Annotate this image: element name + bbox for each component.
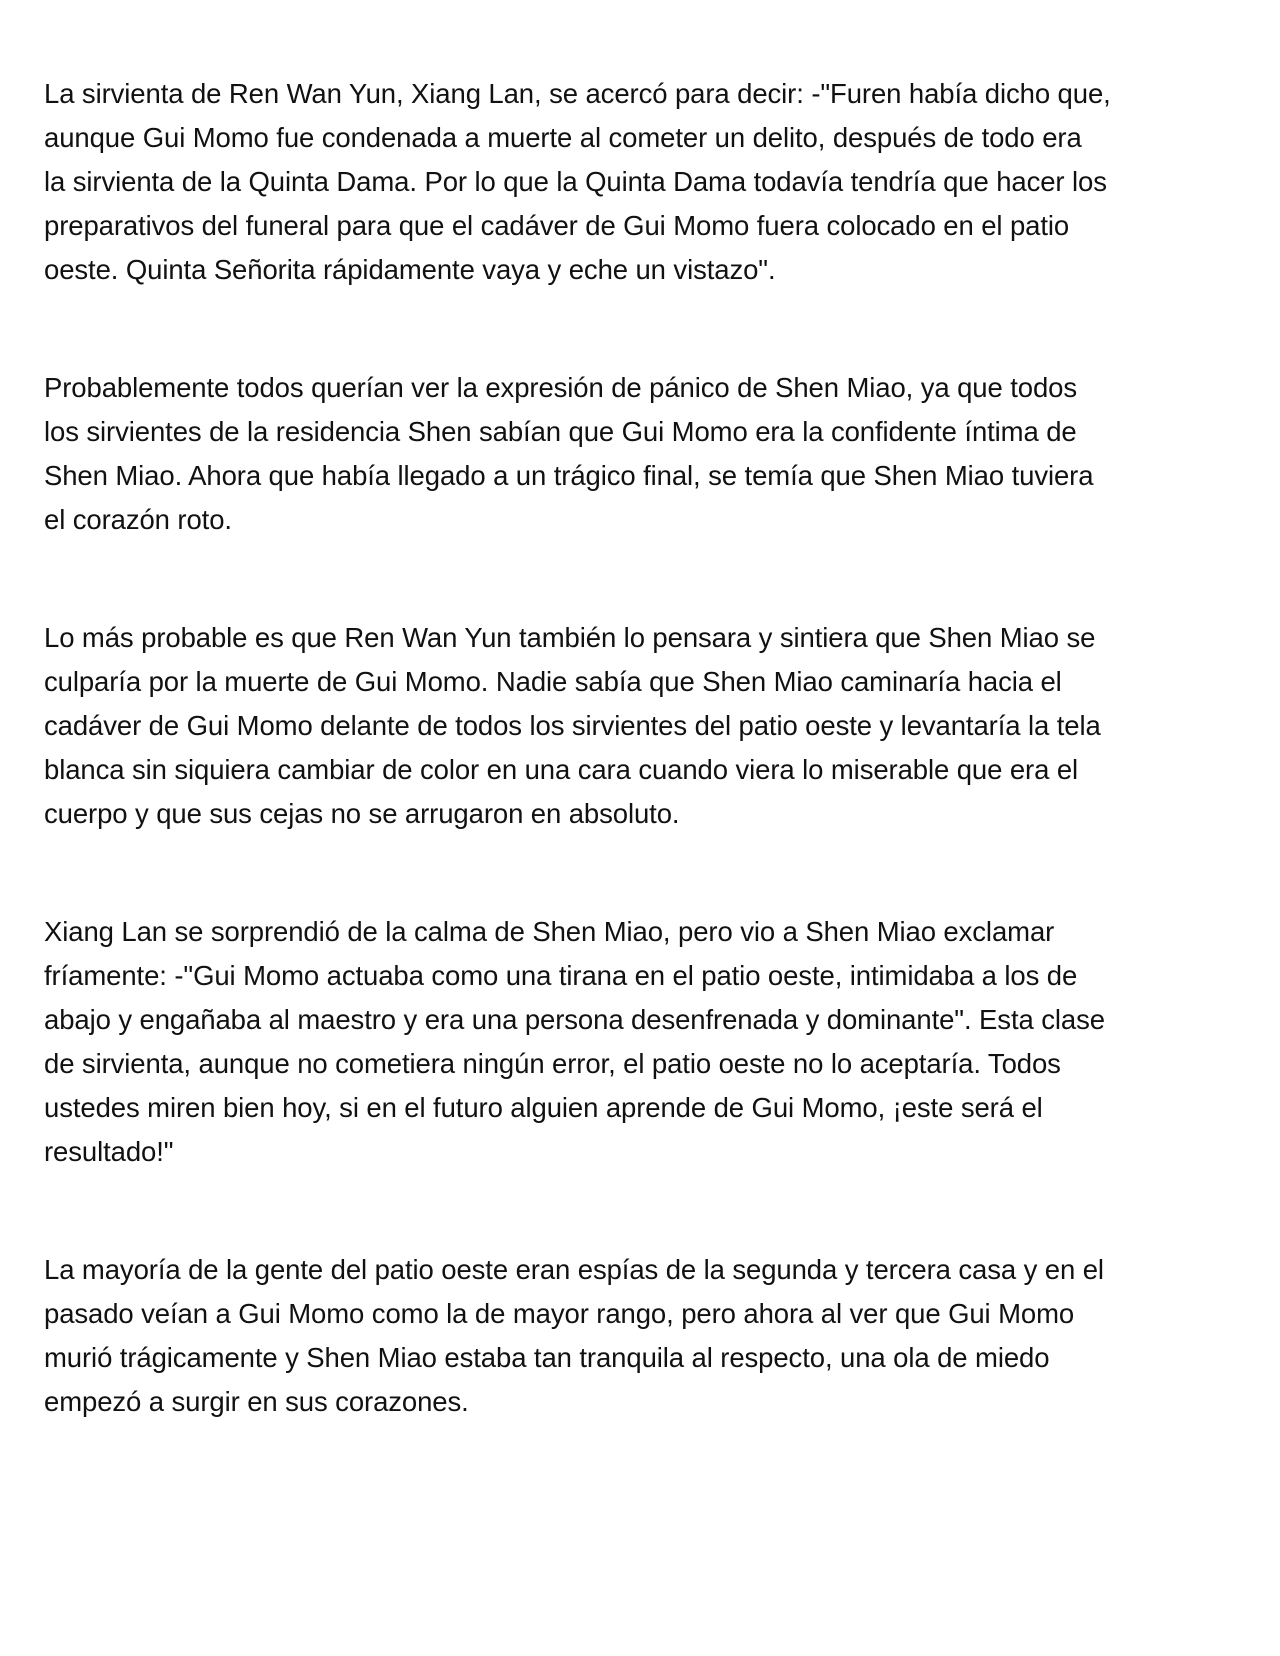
paragraph-3 bbox=[44, 616, 1244, 836]
text-line: ustedes miren bien hoy, si en el futuro alguien aprende de Gui Momo, ¡este será el bbox=[44, 1092, 1043, 1123]
text-line: murió trágicamente y Shen Miao estaba tan tranquila al respecto, una ola de miedo bbox=[44, 1342, 1050, 1373]
text-line: Probablemente todos querían ver la expresión de pánico de Shen Miao, ya que todos bbox=[44, 372, 1078, 403]
text-line: fríamente: -"Gui Momo actuaba como una tirana en el patio oeste, intimidaba a los de bbox=[44, 960, 1078, 991]
paragraph-5 bbox=[44, 1248, 1244, 1424]
text-line: resultado!" bbox=[44, 1136, 174, 1167]
document-body bbox=[44, 72, 1244, 1498]
text-line: de sirvienta, aunque no cometiera ningún error, el patio oeste no lo aceptaría. Todos bbox=[44, 1048, 1061, 1079]
text-line: blanca sin siquiera cambiar de color en una cara cuando viera lo miserable que era el bbox=[44, 754, 1079, 785]
text-line: La sirvienta de Ren Wan Yun, Xiang Lan, se acercó para decir: -"Furen había dicho que, bbox=[44, 78, 1111, 109]
text-line: aunque Gui Momo fue condenada a muerte al cometer un delito, después de todo era bbox=[44, 122, 1082, 153]
paragraph-1 bbox=[44, 72, 1244, 292]
text-line: Lo más probable es que Ren Wan Yun también lo pensara y sintiera que Shen Miao se bbox=[44, 622, 1096, 653]
text-line: cuerpo y que sus cejas no se arrugaron en absoluto. bbox=[44, 798, 680, 829]
text-line: el corazón roto. bbox=[44, 504, 232, 535]
paragraph-2 bbox=[44, 366, 1244, 542]
paragraph-4 bbox=[44, 910, 1244, 1174]
text-line: empezó a surgir en sus corazones. bbox=[44, 1386, 469, 1417]
text-line: cadáver de Gui Momo delante de todos los sirvientes del patio oeste y levantaría la tela bbox=[44, 710, 1101, 741]
text-line: oeste. Quinta Señorita rápidamente vaya y eche un vistazo". bbox=[44, 254, 776, 285]
text-line: abajo y engañaba al maestro y era una persona desenfrenada y dominante". Esta clase bbox=[44, 1004, 1105, 1035]
text-line: Shen Miao. Ahora que había llegado a un trágico final, se temía que Shen Miao tuviera bbox=[44, 460, 1094, 491]
text-line: los sirvientes de la residencia Shen sabían que Gui Momo era la confidente íntima de bbox=[44, 416, 1077, 447]
text-line: preparativos del funeral para que el cadáver de Gui Momo fuera colocado en el patio bbox=[44, 210, 1070, 241]
text-line: pasado veían a Gui Momo como la de mayor rango, pero ahora al ver que Gui Momo bbox=[44, 1298, 1075, 1329]
text-line: Xiang Lan se sorprendió de la calma de Shen Miao, pero vio a Shen Miao exclamar bbox=[44, 916, 1055, 947]
text-line: culparía por la muerte de Gui Momo. Nadie sabía que Shen Miao caminaría hacia el bbox=[44, 666, 1062, 697]
text-line: La mayoría de la gente del patio oeste eran espías de la segunda y tercera casa y en el bbox=[44, 1254, 1104, 1285]
text-line: la sirvienta de la Quinta Dama. Por lo que la Quinta Dama todavía tendría que hacer los bbox=[44, 166, 1107, 197]
